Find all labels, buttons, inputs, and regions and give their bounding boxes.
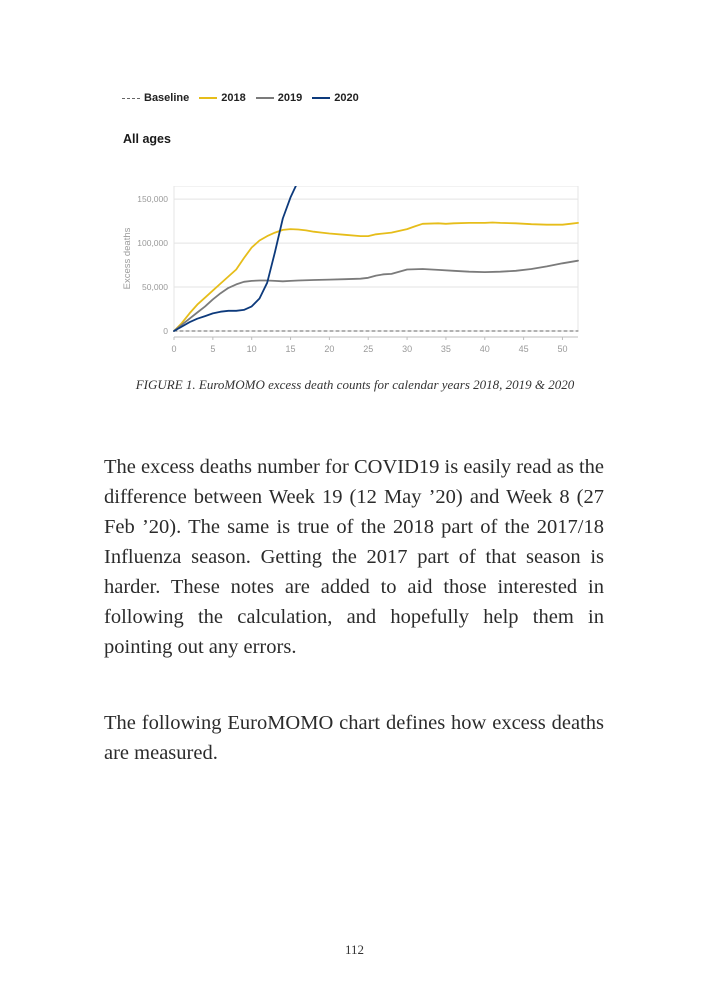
y-tick-label: 150,000 (137, 194, 168, 205)
legend-label-2018: 2018 (221, 92, 246, 104)
chart-legend (122, 90, 369, 106)
legend-swatch-baseline (122, 98, 140, 99)
page-number: 112 (344, 942, 365, 957)
legend-label-baseline: Baseline (144, 92, 190, 104)
x-tick-label: 35 (440, 344, 451, 354)
legend-item-2019 (256, 92, 302, 104)
legend-label-2020: 2020 (334, 92, 359, 104)
x-tick-label: 5 (210, 344, 216, 354)
y-tick-label: 0 (163, 326, 168, 336)
x-tick-label: 0 (171, 344, 177, 354)
y-axis-label: Excess deaths (122, 227, 133, 290)
x-tick-label: 30 (402, 344, 413, 354)
excess-deaths-chart (118, 186, 588, 362)
series-line-2018 (174, 223, 578, 332)
x-tick-label: 45 (518, 344, 529, 354)
legend-swatch-2020 (312, 97, 330, 99)
x-tick-label: 25 (363, 344, 374, 354)
body-paragraph-2: The following EuroMOMO chart defines how excess deaths are measured. (104, 712, 604, 764)
chart-subtitle: All ages (123, 132, 171, 146)
y-tick-label: 50,000 (142, 282, 168, 293)
x-tick-label: 20 (324, 344, 335, 354)
y-tick-label: 100,000 (137, 238, 168, 249)
legend-label-2019: 2019 (277, 92, 303, 104)
body-paragraph-1: The excess deaths number for COVID19 is easily read as the difference between Week 19 (12 May ’20) and Week 8 (27 Feb ’20). The same is true of the 2018 part of the 2017/18 Influenza season. Getting the 2017 part of that season is harder. These notes are added to aid those interested in following the calculation, and hopefully help them in pointing out any errors. (104, 456, 604, 658)
legend-item-2020 (312, 92, 358, 104)
series-line-2020 (174, 186, 322, 331)
legend-item-baseline (122, 92, 189, 104)
legend-item-2018 (199, 92, 245, 104)
legend-swatch-2018 (199, 97, 217, 99)
x-tick-label: 10 (246, 344, 257, 354)
x-tick-label: 15 (285, 344, 296, 354)
figure-caption: FIGURE 1. EuroMOMO excess death counts for calendar years 2018, 2019 & 2020 (135, 377, 575, 392)
legend-swatch-2019 (256, 97, 274, 99)
x-tick-label: 40 (479, 344, 490, 354)
x-tick-label: 50 (557, 344, 568, 354)
plot-frame (174, 186, 578, 331)
